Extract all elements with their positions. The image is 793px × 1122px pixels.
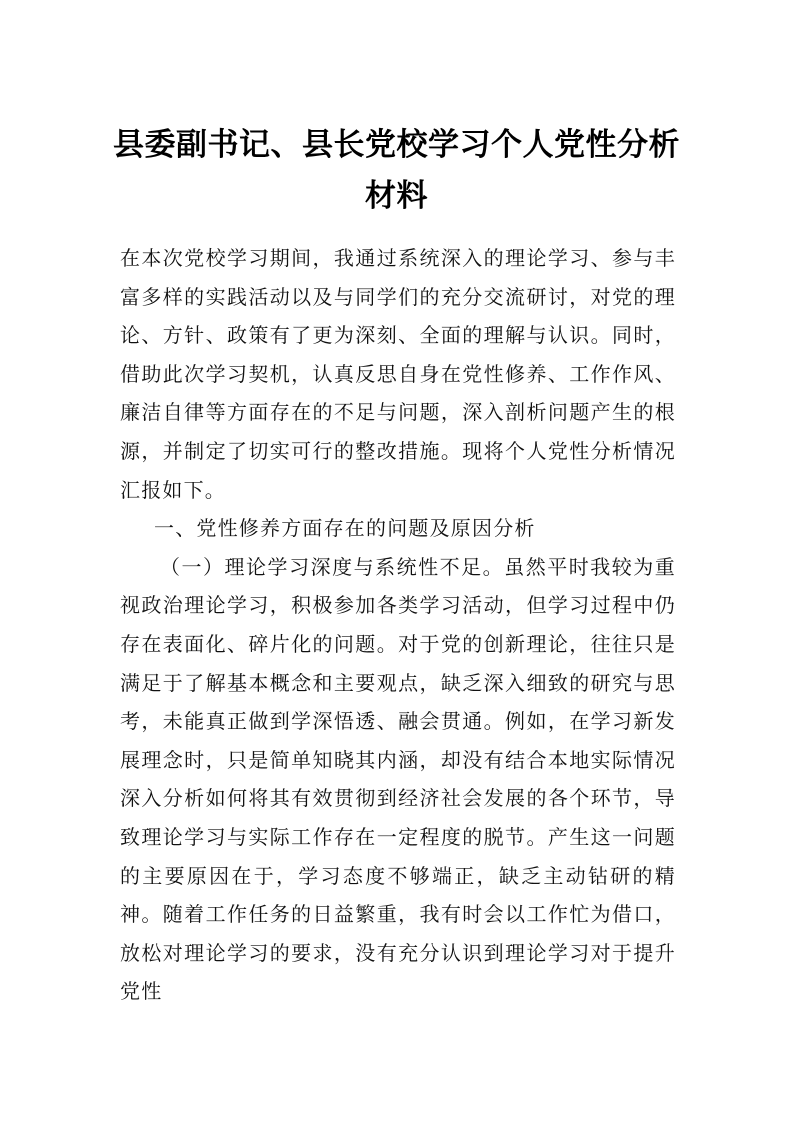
intro-paragraph: 在本次党校学习期间，我通过系统深入的理论学习、参与丰富多样的实践活动以及与同学们的充分交流研讨，对党的理论、方针、政策有了更为深刻、全面的理解与认识。同时，借助此次学习契机，认真反思自身在党性修养、工作作风、廉洁自律等方面存在的不足与问题，深入剖析问题产生的根源，并制定了切实可行的整改措施。现将个人党性分析情况汇报如下。 xyxy=(120,246,676,502)
document-title: 县委副书记、县长党校学习个人党性分析材料 xyxy=(113,127,680,214)
section-heading: 一、党性修养方面存在的问题及原因分析 xyxy=(154,516,536,541)
document-body xyxy=(120,239,676,1011)
subsection-paragraph: （一）理论学习深度与系统性不足。虽然平时我较为重视政治理论学习，积极参加各类学习活动，但学习过程中仍存在表面化、碎片化的问题。对于党的创新理论，往往只是满足于了解基本概念和主要观点，缺乏深入细致的研究与思考，未能真正做到学深悟透、融会贯通。例如，在学习新发展理念时，只是简单知晓其内涵，却没有结合本地实际情况深入分析如何将其有效贯彻到经济社会发展的各个环节，导致理论学习与实际工作存在一定程度的脱节。产生这一问题的主要原因在于，学习态度不够端正，缺乏主动钻研的精神。随着工作任务的日益繁重，我有时会以工作忙为借口，放松对理论学习的要求，没有充分认识到理论学习对于提升党性 xyxy=(120,554,676,1004)
